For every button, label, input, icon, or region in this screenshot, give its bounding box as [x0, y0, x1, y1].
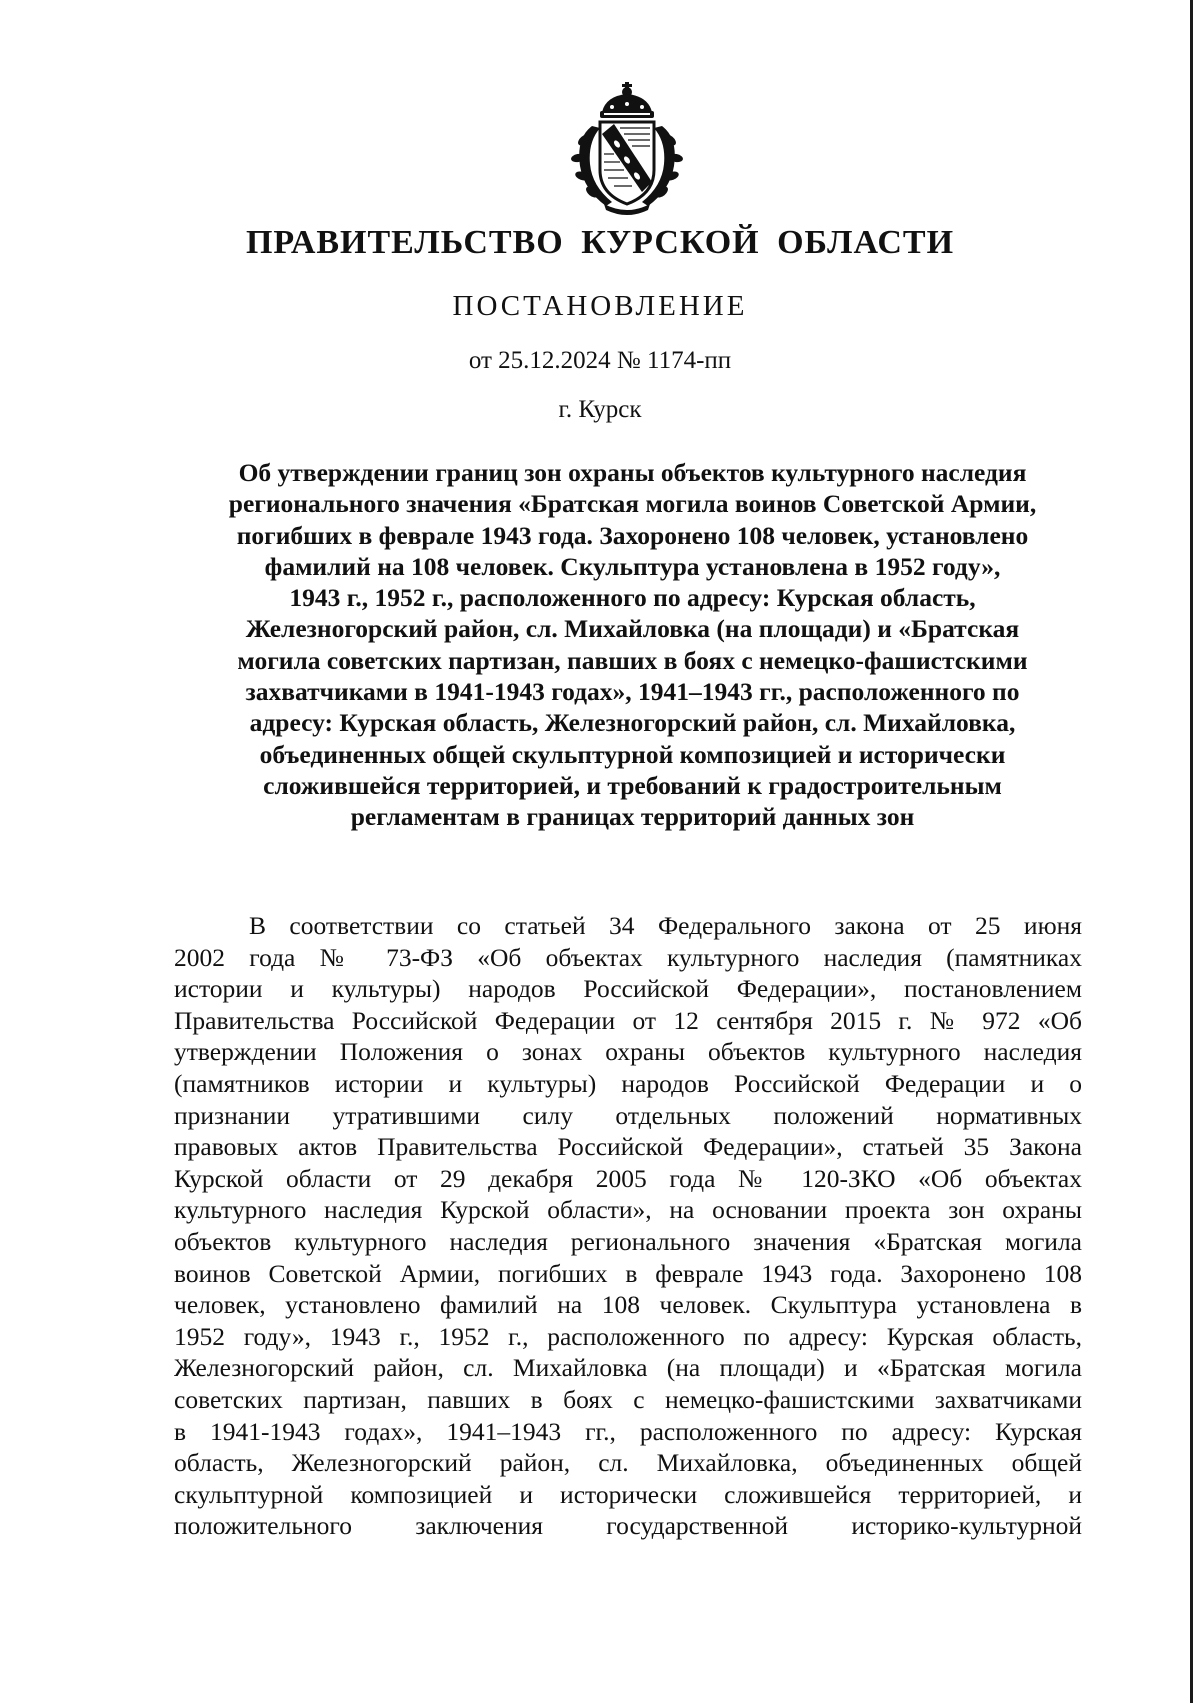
body-line: воинов Советской Армии, погибших в феврале 1943 года. Захоронено 108 — [174, 1258, 1082, 1288]
subject-line: адресу: Курская область, Железногорский район, сл. Михайловка, — [249, 708, 1016, 738]
body-line: скульптурной композицией и исторически сложившейся территорией, и — [174, 1479, 1082, 1509]
subject-line: могила советских партизан, павших в боях с немецко-фашистскими — [237, 645, 1028, 675]
body-line: Железногорский район, сл. Михайловка (на площади) и «Братская могила — [174, 1353, 1082, 1383]
body-line: человек, установлено фамилий на 108 человек. Скульптура установлена в — [174, 1290, 1082, 1320]
body-line: в 1941-1943 годах», 1941–1943 гг., расположенного по адресу: Курская — [174, 1416, 1082, 1446]
body-line: правовых актов Правительства Российской Федерации», статьей 35 Закона — [174, 1132, 1082, 1162]
subject-line: Об утверждении границ зон охраны объектов культурного наследия — [238, 458, 1027, 487]
subject-line: регламентам в границах территорий данных зон — [350, 802, 915, 832]
subject-line: сложившейся территорией, и требований к градостроительным — [263, 770, 1002, 800]
body-line: утверждении Положения о зонах охраны объектов культурного наследия — [174, 1037, 1082, 1067]
kursk-coat-of-arms-icon — [562, 78, 692, 218]
body-line: объектов культурного наследия регионального значения «Братская могила — [174, 1226, 1082, 1256]
document-date-number: от 25.12.2024 № 1174-пп — [468, 347, 732, 374]
subject-line: 1943 г., 1952 г., расположенного по адресу: Курская область, — [289, 583, 976, 613]
body-line: Курской области от 29 декабря 2005 года № 120-ЗКО «Об объектах — [174, 1163, 1082, 1193]
body-line: истории и культуры) народов Российской Федерации», постановлением — [174, 974, 1082, 1004]
document-type: ПОСТАНОВЛЕНИЕ — [452, 290, 748, 322]
body-line: культурного наследия Курской области», на основании проекта зон охраны — [174, 1195, 1082, 1225]
body-line: 1952 году», 1943 г., 1952 г., расположенного по адресу: Курская область, — [174, 1321, 1082, 1351]
body-line: советских партизан, павших в боях с немецко-фашистскими захватчиками — [174, 1384, 1082, 1414]
body-line: 2002 года № 73-ФЗ «Об объектах культурного наследия (памятниках — [174, 942, 1082, 972]
subject-line: регионального значения «Братская могила воинов Советской Армии, — [228, 489, 1037, 519]
body-line: признании утратившими силу отдельных положений нормативных — [174, 1100, 1082, 1130]
government-title: ПРАВИТЕЛЬСТВО КУРСКОЙ ОБЛАСТИ — [245, 224, 955, 261]
document-subject — [170, 457, 1095, 833]
subject-line: захватчиками в 1941-1943 годах», 1941–1943 гг., расположенного по — [245, 677, 1020, 707]
document-city: г. Курск — [558, 396, 642, 423]
body-line: (памятников истории и культуры) народов Российской Федерации и о — [174, 1068, 1082, 1098]
subject-line: объединенных общей скульптурной композицией и исторически — [259, 739, 1006, 769]
subject-line: погибших в феврале 1943 года. Захоронено 108 человек, установлено — [236, 520, 1029, 550]
body-line: В соответствии со статьей 34 Федерального закона от 25 июня — [249, 911, 1082, 940]
body-line: положительного заключения государственной историко-культурной — [174, 1511, 1082, 1541]
subject-line: Железногорский район, сл. Михайловка (на площади) и «Братская — [245, 614, 1020, 644]
body-paragraph — [174, 910, 1082, 1542]
body-line: область, Железногорский район, сл. Михайловка, объединенных общей — [174, 1448, 1082, 1478]
body-line: Правительства Российской Федерации от 12 сентября 2015 г. № 972 «Об — [174, 1005, 1082, 1035]
subject-line: фамилий на 108 человек. Скульптура установлена в 1952 году», — [264, 551, 1001, 581]
